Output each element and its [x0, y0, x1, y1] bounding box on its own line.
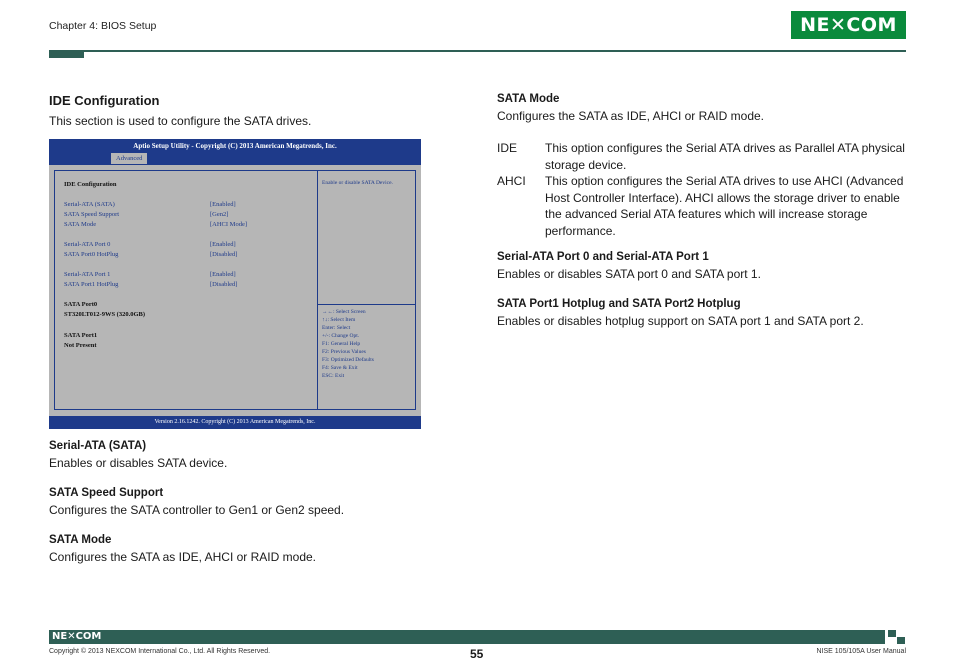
bios-tab-advanced: Advanced [111, 153, 147, 164]
hotplug-heading: SATA Port1 Hotplug and SATA Port2 Hotplug [497, 298, 741, 310]
bios-title: Aptio Setup Utility - Copyright (C) 2013 American Megatrends, Inc. [133, 142, 337, 150]
bios-row-label: SATA Mode [64, 221, 97, 228]
bios-key-item: F2: Previous Values [322, 349, 366, 355]
bios-key-item: +/-: Change Opt. [322, 333, 360, 339]
item-heading: SATA Mode [49, 534, 112, 546]
bios-screenshot [49, 139, 421, 429]
bios-row-label: Serial-ATA Port 0 [64, 241, 111, 248]
bios-key-item: ESC: Exit [322, 373, 345, 379]
item-text: Enables or disables SATA device. [49, 456, 228, 470]
bios-key-item: F3: Optimized Defaults [322, 357, 374, 363]
bios-row-value: [AHCI Mode] [210, 221, 248, 228]
bios-row-label: SATA Port0 HotPlug [64, 251, 119, 258]
bios-row-value: [Disabled] [210, 251, 238, 258]
option-term: IDE [497, 141, 518, 155]
port-text: Enables or disables SATA port 0 and SATA port 1. [497, 267, 761, 281]
bios-row-value: [Enabled] [210, 241, 236, 248]
sata-mode-heading: SATA Mode [497, 93, 560, 105]
bios-info-line: SATA Port0 [64, 301, 98, 308]
port-heading: Serial-ATA Port 0 and Serial-ATA Port 1 [497, 251, 709, 263]
chapter-label: Chapter 4: BIOS Setup [49, 20, 157, 32]
item-heading: Serial-ATA (SATA) [49, 440, 147, 452]
bios-info-line: Not Present [64, 342, 97, 349]
logo-text: NE✕COM [800, 14, 897, 36]
bios-row-value: [Gen2] [210, 211, 229, 218]
option-term: AHCI [497, 174, 526, 188]
bios-row-value: [Disabled] [210, 281, 238, 288]
section-intro: This section is used to configure the SATA drives. [49, 114, 312, 128]
section-title: IDE Configuration [49, 93, 160, 108]
bios-key-item: F1: General Help [322, 341, 361, 347]
bios-title-bar [49, 139, 421, 165]
bios-key-item: Enter: Select [322, 325, 351, 331]
footer-logo: NE✕COM [52, 631, 102, 642]
footer-square [897, 637, 905, 644]
bios-row-value: [Enabled] [210, 201, 236, 208]
bios-info-line: ST320LT012-9WS (320.0GB) [64, 311, 146, 318]
copyright-text: Copyright © 2013 NEXCOM International Co., Ltd. All Rights Reserved. [49, 648, 271, 655]
bios-row-label: SATA Speed Support [64, 211, 120, 218]
item-heading: SATA Speed Support [49, 487, 164, 499]
bios-section-heading: IDE Configuration [64, 181, 117, 188]
bios-help-panel [317, 170, 416, 305]
bios-key-item: ↑↓: Select Item [322, 317, 356, 323]
bios-info-line: SATA Port1 [64, 332, 98, 339]
sata-mode-text: Configures the SATA as IDE, AHCI or RAID mode. [497, 109, 764, 123]
option-description: This option configures the Serial ATA drives as Parallel ATA physical storage device. [545, 141, 905, 172]
header-rule [49, 50, 906, 52]
manual-title: NISE 105/105A User Manual [816, 648, 906, 655]
footer-square [888, 637, 896, 644]
bios-footer: Version 2.16.1242. Copyright (C) 2013 American Megatrends, Inc. [49, 416, 421, 429]
bios-row-label: Serial-ATA Port 1 [64, 271, 111, 278]
option-description: This option configures the Serial ATA drives to use AHCI (Advanced Host Controller Interface). AHCI allows the storage driver to enable the advanced Serial ATA features which will increase storage performance. [545, 174, 904, 238]
hotplug-text: Enables or disables hotplug support on SATA port 1 and SATA port 2. [497, 314, 864, 328]
bios-key-item: →←: Select Screen [322, 309, 366, 315]
bios-help-text: Enable or disable SATA Device. [322, 180, 393, 186]
bios-key-item: F4: Save & Exit [322, 365, 358, 371]
footer-bar [49, 630, 885, 644]
item-text: Configures the SATA controller to Gen1 or Gen2 speed. [49, 503, 345, 517]
item-text: Configures the SATA as IDE, AHCI or RAID mode. [49, 550, 316, 564]
bios-row-label: Serial-ATA (SATA) [64, 201, 115, 208]
footer-square [888, 630, 896, 637]
bios-key-legend [317, 304, 416, 410]
nexcom-logo [791, 11, 906, 39]
header-accent-block [49, 50, 84, 58]
bios-row-label: SATA Port1 HotPlug [64, 281, 119, 288]
bios-main-panel [54, 170, 318, 410]
page-number: 55 [470, 647, 484, 661]
bios-row-value: [Enabled] [210, 271, 236, 278]
